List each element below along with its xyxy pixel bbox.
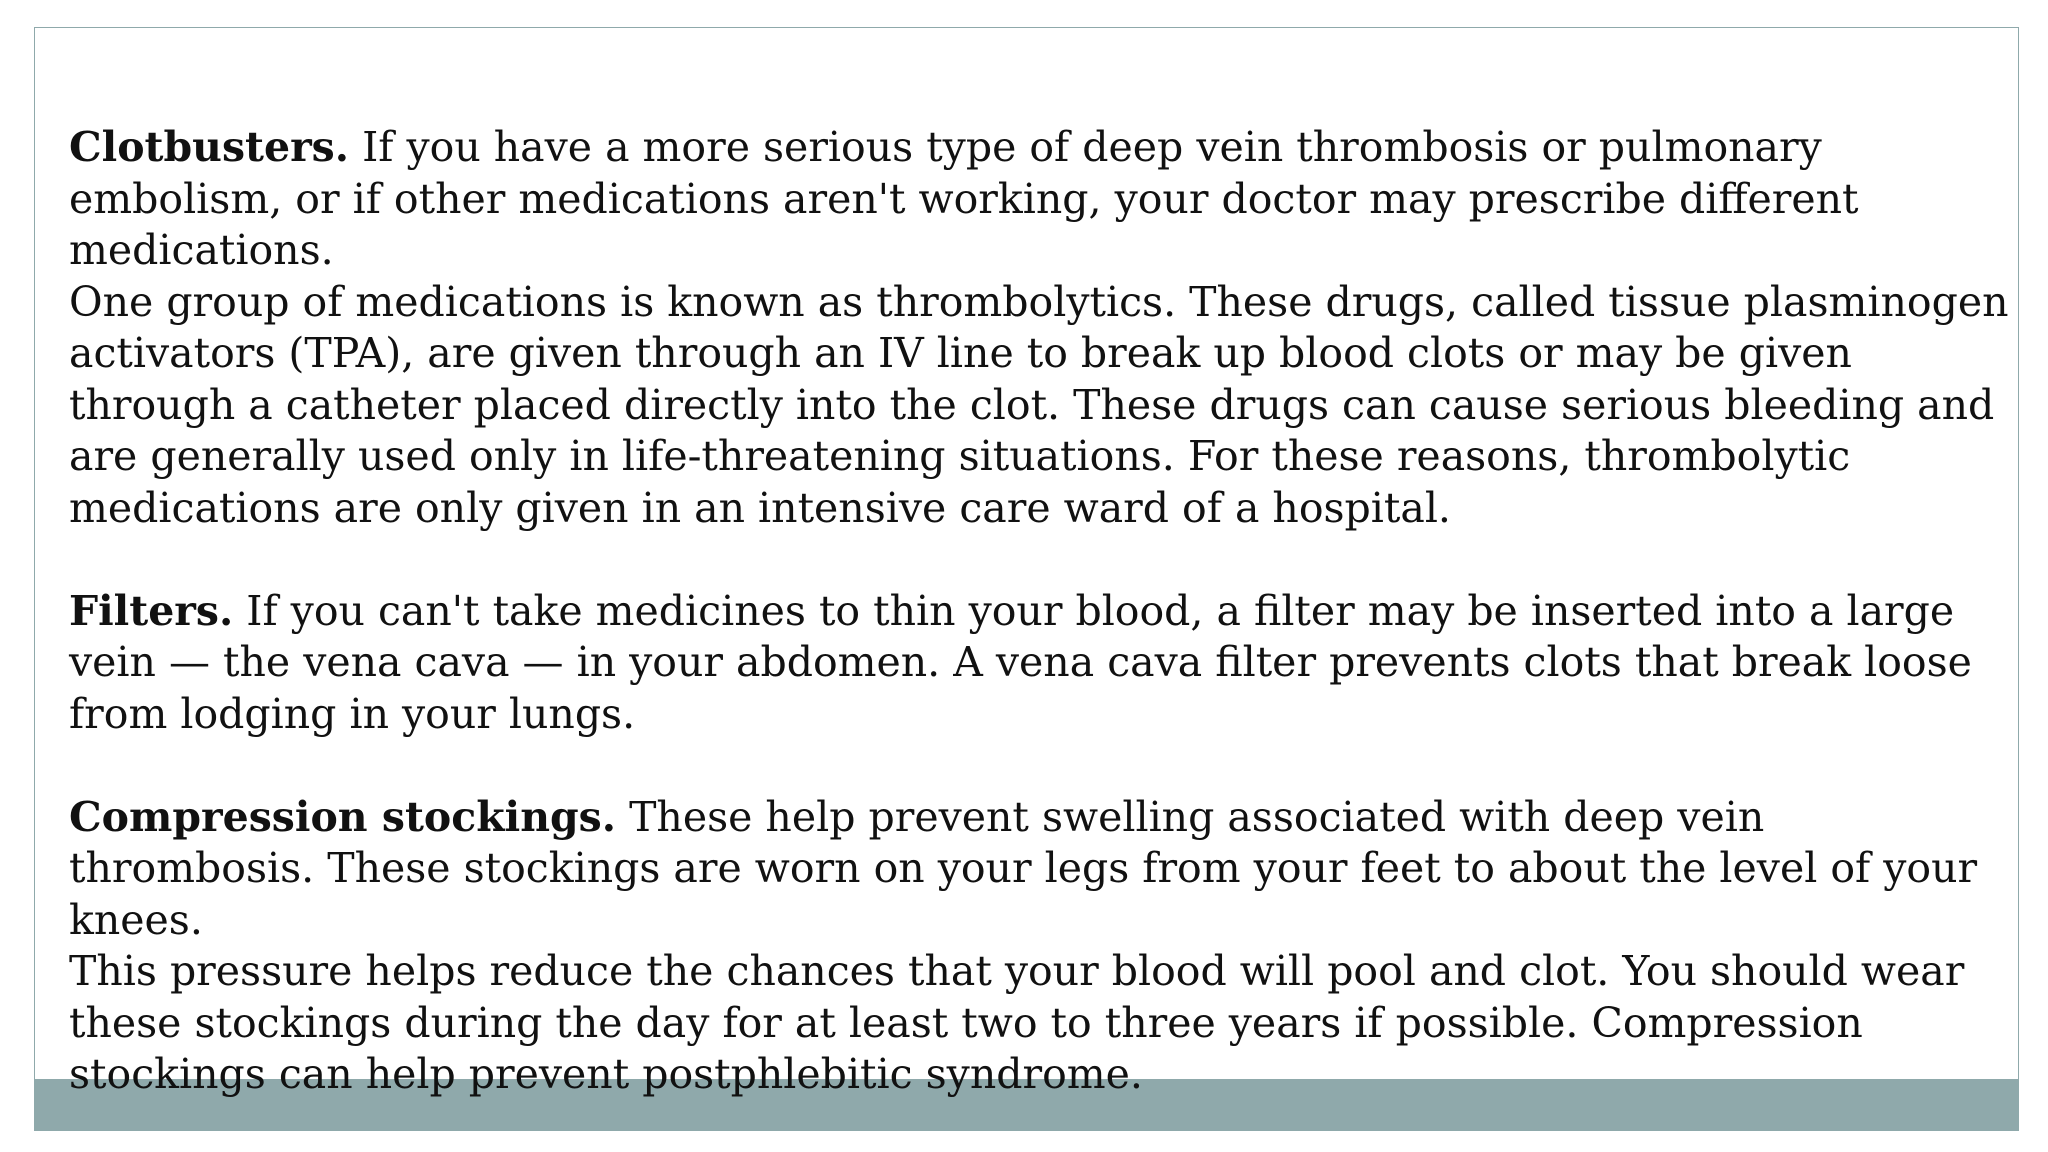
clotbusters-line-2: embolism, or if other medications aren't working, your doctor may prescribe different (69, 174, 1859, 223)
stockings-line-4: This pressure helps reduce the chances that your blood will pool and clot. You should wear (69, 947, 1965, 995)
paragraph-spacer (69, 740, 1909, 792)
filters-text-1: If you can't take medicines to thin your blood, a filter may be inserted into a large (233, 586, 1955, 635)
paragraph-spacer (69, 534, 1909, 586)
filters-line-3: from lodging in your lungs. (69, 689, 636, 738)
stockings-line-6: stockings can help prevent postphlebitic syndrome. (69, 1050, 1143, 1098)
stockings-line-1 (69, 792, 1909, 844)
clotbusters-line-5: activators (TPA), are given through an IV line to break up blood clots or may be given (69, 329, 1852, 377)
clotbusters-line-8: medications are only given in an intensive care ward of a hospital. (69, 483, 1451, 532)
clotbusters-line-3: medications. (69, 226, 334, 274)
filters-heading: Filters. (69, 586, 234, 635)
stockings-heading: Compression stockings. (69, 792, 617, 841)
clotbusters-line-1 (69, 122, 1909, 174)
clotbusters-line-4: One group of medications is known as thrombolytics. These drugs, called tissue plasminogen (69, 277, 2009, 326)
clotbusters-text-1: If you have a more serious type of deep vein thrombosis or pulmonary (349, 123, 1822, 171)
slide-body (69, 122, 2009, 1101)
clotbusters-line-6: through a catheter placed directly into the clot. These drugs can cause serious bleeding and (69, 380, 1995, 429)
filters-line-1 (69, 586, 1955, 638)
stockings-text-1: These help prevent swelling associated with deep vein (616, 792, 1765, 841)
clotbusters-line-7: are generally used only in life-threatening situations. For these reasons, thrombolytic (69, 432, 1851, 480)
clotbusters-heading: Clotbusters. (69, 123, 350, 171)
stockings-line-2: thrombosis. These stockings are worn on your legs from your feet to about the level of your (69, 844, 1978, 892)
stockings-line-5: these stockings during the day for at least two to three years if possible. Compression (69, 998, 1863, 1047)
stockings-line-3: knees. (69, 895, 203, 944)
filters-line-2: vein — the vena cava — in your abdomen. A vena cava filter prevents clots that break loose (69, 638, 1972, 686)
